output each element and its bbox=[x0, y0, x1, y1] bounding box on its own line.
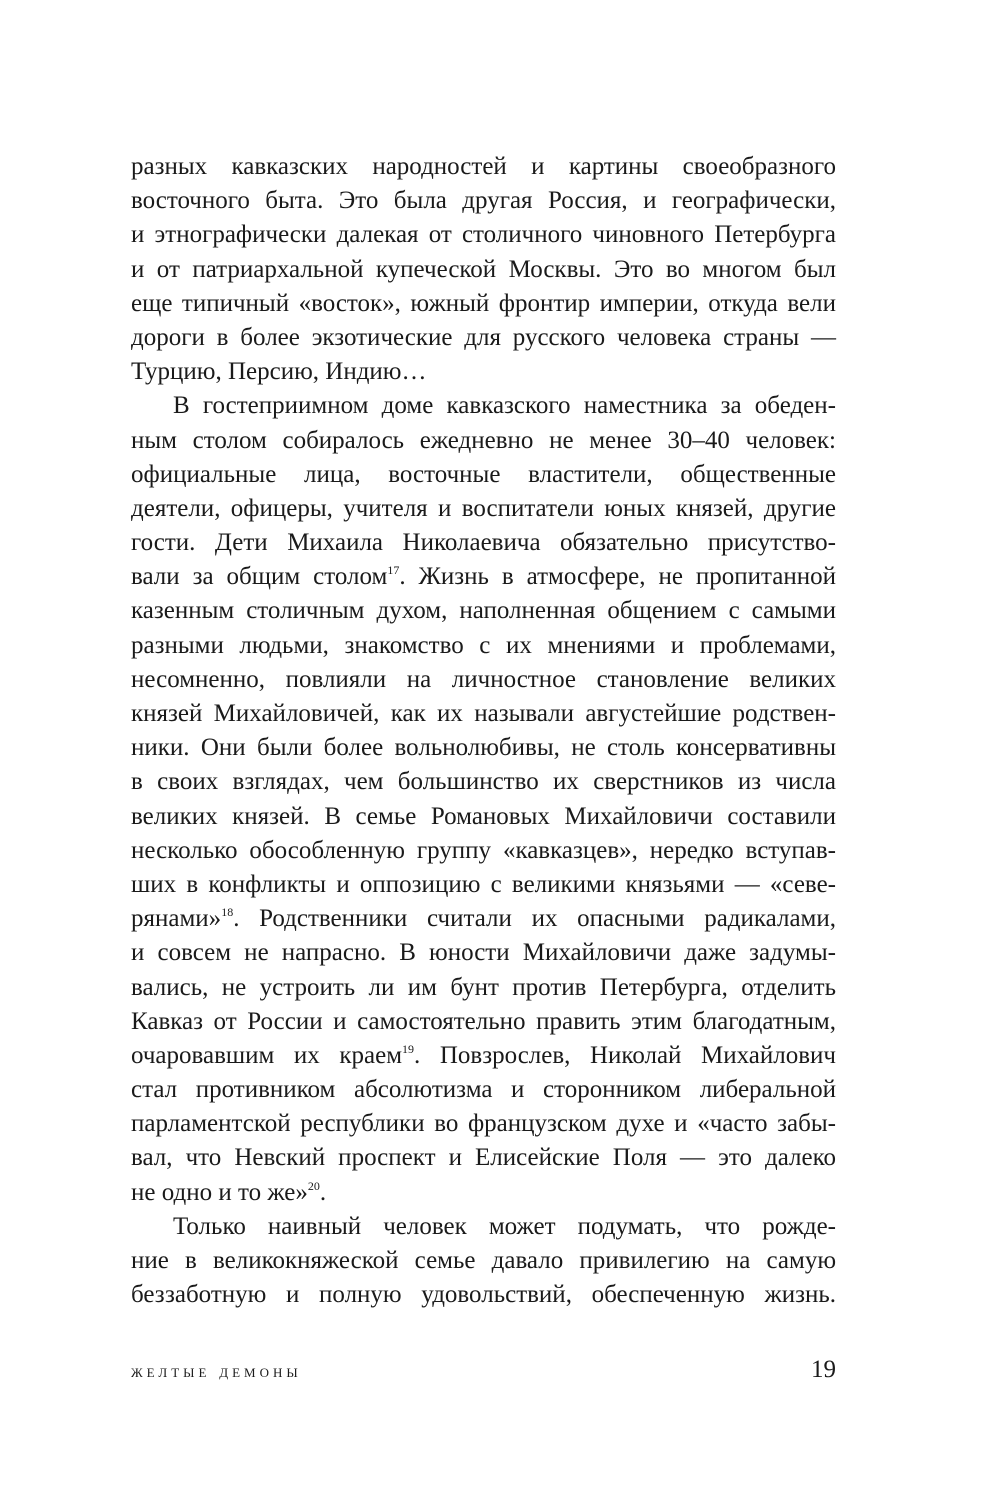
text-line bbox=[131, 253, 836, 287]
line-text: еще типичный «восток», южный фронтир империи, откуда вели bbox=[131, 289, 836, 317]
line-text: В гостеприимном доме кавказского наместника за обеден- bbox=[173, 392, 836, 420]
running-title-text: желтые демоны bbox=[131, 1361, 302, 1382]
text-line bbox=[131, 1107, 836, 1141]
line-text: вались, не устроить ли им бунт против Петербурга, отделить bbox=[131, 973, 836, 1001]
text-line bbox=[131, 355, 836, 389]
line-text-after-ref: . Жизнь в атмосфере, не пропитанной bbox=[399, 563, 836, 591]
text-line bbox=[131, 321, 836, 355]
line-text: гости. Дети Михаила Николаевича обязательно присутство- bbox=[131, 529, 836, 557]
line-text: стал противником абсолютизма и сторонником либеральной bbox=[131, 1076, 836, 1104]
footnote-ref: 17 bbox=[387, 563, 400, 578]
text-line bbox=[131, 971, 836, 1005]
line-text: очаровавшим их краем bbox=[131, 1041, 403, 1069]
line-text: Кавказ от России и самостоятельно править этим благодатным, bbox=[131, 1007, 836, 1035]
line-text: несколько обособленную группу «кавказцев», нередко вступав- bbox=[131, 836, 836, 864]
line-text: ших в конфликты и оппозицию с великими князьями — «севе- bbox=[131, 870, 836, 898]
text-line bbox=[131, 731, 836, 765]
text-line bbox=[131, 1073, 836, 1107]
text-line bbox=[131, 765, 836, 799]
paragraph bbox=[131, 150, 836, 389]
text-line bbox=[131, 1141, 836, 1175]
line-text: и от патриархальной купеческой Москвы. Это во многом был bbox=[131, 255, 836, 283]
line-text: беззаботную и полную удовольствий, обеспеченную жизнь. bbox=[131, 1281, 836, 1309]
text-line bbox=[131, 902, 836, 936]
line-text: дороги в более экзотические для русского человека страны — bbox=[131, 323, 836, 351]
text-line bbox=[131, 1244, 836, 1278]
text-line bbox=[131, 184, 836, 218]
line-text: и совсем не напрасно. В юности Михайловичи даже задумы- bbox=[131, 939, 836, 967]
line-text: вали за общим столом bbox=[131, 563, 388, 591]
text-line bbox=[131, 1039, 836, 1073]
line-text: в своих взглядах, чем большинство их сверстников из числа bbox=[131, 768, 836, 796]
paragraph bbox=[131, 389, 836, 1210]
text-line bbox=[131, 424, 836, 458]
line-text: рянами» bbox=[131, 905, 222, 933]
line-text: ники. Они были более вольнолюбивы, не столь консервативны bbox=[131, 734, 836, 762]
text-line bbox=[131, 800, 836, 834]
page-number: 19 bbox=[811, 1356, 836, 1383]
running-title bbox=[131, 1361, 302, 1383]
text-line bbox=[131, 834, 836, 868]
text-line bbox=[131, 492, 836, 526]
text-line bbox=[131, 594, 836, 628]
line-text: Только наивный человек может подумать, что рожде- bbox=[173, 1212, 836, 1240]
text-line bbox=[131, 868, 836, 902]
text-line bbox=[131, 663, 836, 697]
line-text: не одно и то же» bbox=[131, 1178, 308, 1206]
text-line bbox=[131, 697, 836, 731]
line-text: Турцию, Персию, Индию… bbox=[131, 358, 427, 386]
line-text: разных кавказских народностей и картины своеобразного bbox=[131, 153, 836, 180]
line-text: и этнографически далекая от столичного чиновного Петербурга bbox=[131, 221, 836, 249]
text-line bbox=[131, 1210, 836, 1244]
text-line bbox=[131, 458, 836, 492]
line-text: деятели, офицеры, учителя и воспитатели юных князей, другие bbox=[131, 494, 836, 522]
text-line bbox=[131, 150, 836, 184]
text-line bbox=[131, 218, 836, 252]
line-text: разными людьми, знакомство с их мнениями и проблемами, bbox=[131, 631, 836, 659]
line-text: князей Михайловичей, как их называли августейшие родствен- bbox=[131, 700, 836, 727]
line-text: вал, что Невский проспект и Елисейские Поля — это далеко bbox=[131, 1144, 836, 1172]
line-text: великих князей. В семье Романовых Михайловичи составили bbox=[131, 802, 836, 830]
text-line bbox=[131, 1176, 836, 1210]
text-line bbox=[131, 560, 836, 594]
line-text: парламентской республики во французском духе и «часто забы- bbox=[131, 1110, 836, 1138]
line-text-after-ref: . Повзрослев, Николай Михайлович bbox=[414, 1041, 836, 1069]
line-text-after-ref: . bbox=[319, 1178, 327, 1206]
text-line bbox=[131, 1005, 836, 1039]
line-text: официальные лица, восточные властители, общественные bbox=[131, 460, 836, 488]
line-text-after-ref: . Родственники считали их опасными радикалами, bbox=[233, 905, 836, 933]
paragraph bbox=[131, 1210, 836, 1313]
text-line bbox=[131, 1278, 836, 1312]
line-text: несомненно, повлияли на личностное становление великих bbox=[131, 665, 836, 693]
text-line bbox=[131, 526, 836, 560]
text-line bbox=[131, 629, 836, 663]
line-text: ным столом собиралось ежедневно не менее 30–40 человек: bbox=[131, 426, 836, 454]
text-line bbox=[131, 936, 836, 970]
line-text: ние в великокняжеской семье давало привилегию на самую bbox=[131, 1247, 836, 1274]
body-text bbox=[131, 150, 836, 1312]
footnote-ref: 20 bbox=[307, 1178, 320, 1193]
footnote-ref: 18 bbox=[221, 905, 234, 920]
line-text: восточного быта. Это была другая Россия, и географически, bbox=[131, 187, 836, 215]
line-text: казенным столичным духом, наполненная общением с самыми bbox=[131, 597, 836, 625]
text-line bbox=[131, 287, 836, 321]
footnote-ref: 19 bbox=[402, 1041, 415, 1056]
text-line bbox=[131, 389, 836, 423]
